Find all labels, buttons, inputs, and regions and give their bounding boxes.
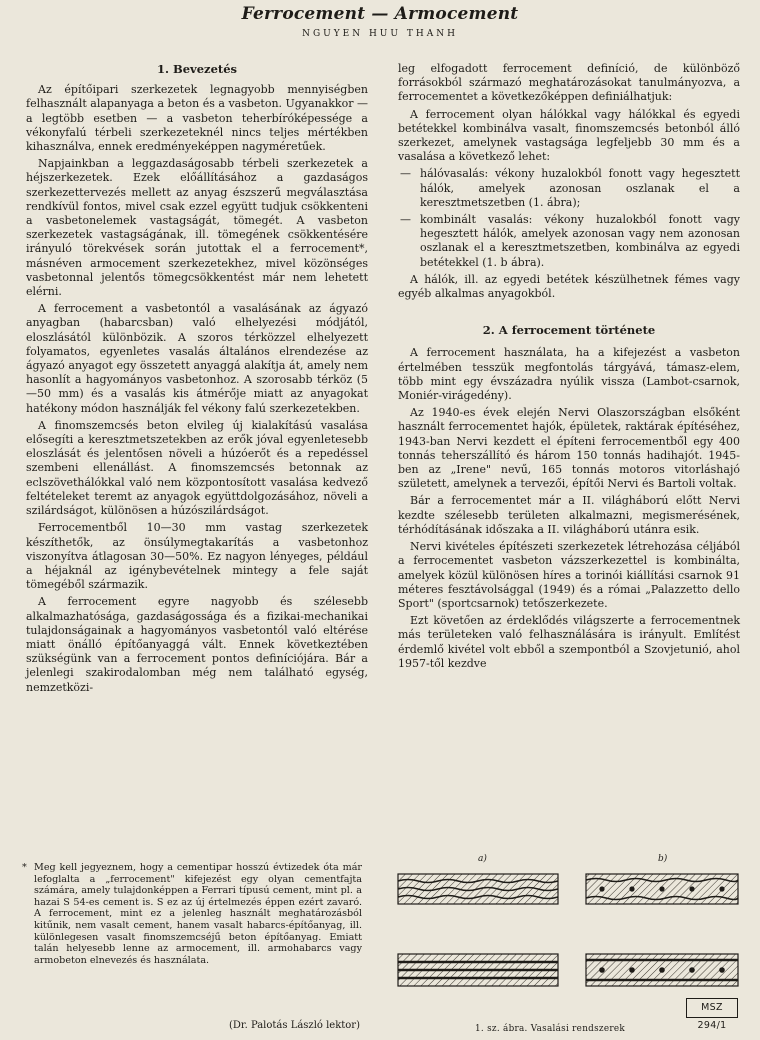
footnote-mark: * [22, 862, 27, 873]
definition-paragraph: A ferrocement olyan hálókkal vagy hálókkal és egyedi betétekkel kombinálva vasalt, finomszemcsés betonból álló szerkezet, amelynek vastagsága legfeljebb 30 mm és a vasalása a következő lehet: [398, 107, 740, 164]
figure-caption: 1. sz. ábra. Vasalási rendszerek [475, 1024, 625, 1034]
body-paragraph: Az építőipari szerkezetek legnagyobb mennyiségben felhasznált alapanyaga a beton és a vasbeton. Ugyanakkor — a legtöbb esetben — a vasbeton teherbíróképessége a vékonyfalú térbeli szerkezeteknél nincs teljes mértékben kihasználva, ennek eredményeképpen nagyméretűek. [26, 83, 368, 154]
body-paragraph: A ferrocement egyre nagyobb és szélesebb alkalmazhatósága, gazdaságossága és a fizikai-mechanikai tulajdonságainak a hagyományos vasbetontól való eltérése miatt önálló építőanyaggá vált. Ennek következtében szükségünk van a ferrocement pontos definíciójára. Bár a jelenlegi szakirodalomban még nem található egység, nemzetközi- [26, 595, 368, 694]
body-paragraph: leg elfogadott ferrocement definíció, de különböző forrásokból származó meghatározásokat tanulmányozva, a ferrocementet a következőképpen definiálhatjuk: [398, 62, 740, 104]
section-heading-history: 2. A ferrocement története [482, 323, 656, 338]
reinforcement-figure [396, 852, 742, 1022]
left-column [26, 58, 368, 698]
body-paragraph: Napjainkban a leggazdaságosabb térbeli szerkezetek a héjszerkezetek. Ezek előállításához a gazdaságos szerkezettervezés mellett az anyag észszerű megválasztása rendkívül fontos, mivel csak ezzel együtt tudjuk csökkenteni a vasbetonelemek vastagságát, tömegét. A vasbeton szerkezetek vastagságának, ill. tömegének csökkentésére irányuló törekvések során jutottak el a ferrocement*, másnéven armocement szerkezetekhez, mivel közönséges vasbetonnal jelentős tömegcsökkentést már nem lehetett elérni. [26, 157, 368, 299]
body-paragraph: A hálók, ill. az egyedi betétek készülhetnek fémes vagy egyéb alkalmas anyagokból. [398, 272, 740, 301]
body-paragraph: Nervi kivételes építészeti szerkezetek létrehozása céljából a ferrocementet vasbeton vázszerkezettel is kombinálta, amelyek közül különösen híres a torinói kiállítási csarnok 91 méteres fesztávolsággal (1949) és a római „Palazzetto dello Sport" (sportcsarnok) tetőszerkezete. [398, 540, 740, 610]
standard-stamp: MSZ 294/1 [686, 998, 738, 1018]
right-column [398, 62, 740, 674]
section-heading-introduction: 1. Bevezetés [157, 62, 237, 76]
footnote-text: Meg kell jegyeznem, hogy a cementipar hosszú évtizedek óta már lefoglalta a „ferrocement" kifejezést egy olyan cementfajta számára, amely tulajdonképpen a Ferrari típusú cement, mint pl. a hazai S 54-es cement is. S ez az új értelmezés éppen ezért zavaró. A ferrocement, mint ez a jelenleg használt meghatározásból kitűnik, nem vasalt cement, hanem vasalt habarcs-építőanyag, ill. különlegesen vasalt finomszemcséjű beton építőanyag. Emiatt talán helyesebb lenne az armocement, ill. armohabarcs vagy armobeton elnevezés és használata. [34, 862, 362, 966]
body-paragraph: Bár a ferrocementet már a II. világháború előtt Nervi kezdte szélesebb területen alkalmazni, megismerésének, térhódításának időszaka a II. világháború utánra esik. [398, 494, 740, 536]
list-item: — hálóvasalás: vékony huzalokból fonott vagy hegesztett hálók, amelyek azonosan oszlanak el a keresztmetszetben (1. ábra); [398, 167, 740, 210]
figure-label-a: a) [478, 854, 487, 864]
list-item: — kombinált vasalás: vékony huzalokból fonott vagy hegesztett hálók, amelyek azonosan vagy nem azonosan oszlanak el a keresztmetszetben, kombinálva az egyedi betétekkel (1. b ábra). [398, 213, 740, 270]
figure-label-b: b) [658, 854, 668, 864]
section-a-lower [398, 954, 558, 986]
body-paragraph: A ferrocement használata, ha a kifejezést a vasbeton értelmében tesszük megfontolás tárgyává, támasz-elem, több mint egy évszázadra nyúlik vissza (Lambot-csarnok, Moniér-virágedény). [398, 346, 740, 403]
section-b-upper [586, 874, 738, 904]
body-paragraph: A ferrocement a vasbetontól a vasalásának az ágyazó anyagban (habarcsban) való elhelyezési módjától, eloszlásától különbözik. A szoros térközzel elhelyezett folyamatos, egyenletes vasalás általános elrendezése az ágyazó anyagot egy összetett anyaggá alakítja át, amely nem hasonlít a hagyományos vasbetonhoz. A szorosabb térköz (5—50 mm) és a vasalás kis átmérője miatt az anyagokat hatékony módon használják fel vékony falú szerkezetekben. [26, 302, 368, 415]
article-title: Ferrocement — Armocement [241, 4, 519, 24]
body-paragraph: Ferrocementből 10—30 mm vastag szerkezetek készíthetők, az önsúlymegtakarítás a vasbetonhoz viszonyítva átlagosan 30—50%. Ez nagyon lényeges, például a héjaknál az igénybevételnek mintegy a fele saját tömegéből származik. [26, 521, 368, 592]
body-paragraph: Az 1940-es évek elején Nervi Olaszországban elsőként használt ferrocementet hajók, épületek, raktárak építéséhez, 1943-ban Nervi kezdett el építeni ferrocementből egy 400 tonnás teherszállító és három 150 tonnás hadihajót. 1945-ben az „Irene" nevű, 165 tonnás motoros vitorláshajó született, amelynek a tervezői, építői Nervi és Bartoli voltak. [398, 406, 740, 491]
reinforcement-diagram [396, 862, 742, 1012]
section-b-lower [586, 954, 738, 986]
body-paragraph: A finomszemcsés beton elvileg új kialakítású vasalása elősegíti a keresztmetszetekben az erők jóval egyenletesebb eloszlását és jelentősen növeli a húzóerőt és a repedéssel szembeni ellenállást. A finomszemcsés betonnak az eclszövethálókkal való nem központosított vasalása kedvező feltételeket teremt az anyagok együttdolgozásához, növeli a szilárdságot, különösen a húzószilárdságot. [26, 418, 368, 518]
article-author: NGUYEN HUU THANH [302, 29, 458, 39]
section-a-upper [398, 874, 558, 904]
body-paragraph: Ezt követően az érdeklődés világszerte a ferrocementnek más területeken való felhasználására is irányult. Említést érdemlő kivétel volt ebből a szempontból a Szovjetunió, ahol 1957-től kezdve [398, 614, 740, 670]
reinforcement-list [398, 167, 740, 269]
reviewer-signature: (Dr. Palotás László lektor) [228, 1020, 360, 1031]
footnote [22, 862, 362, 966]
